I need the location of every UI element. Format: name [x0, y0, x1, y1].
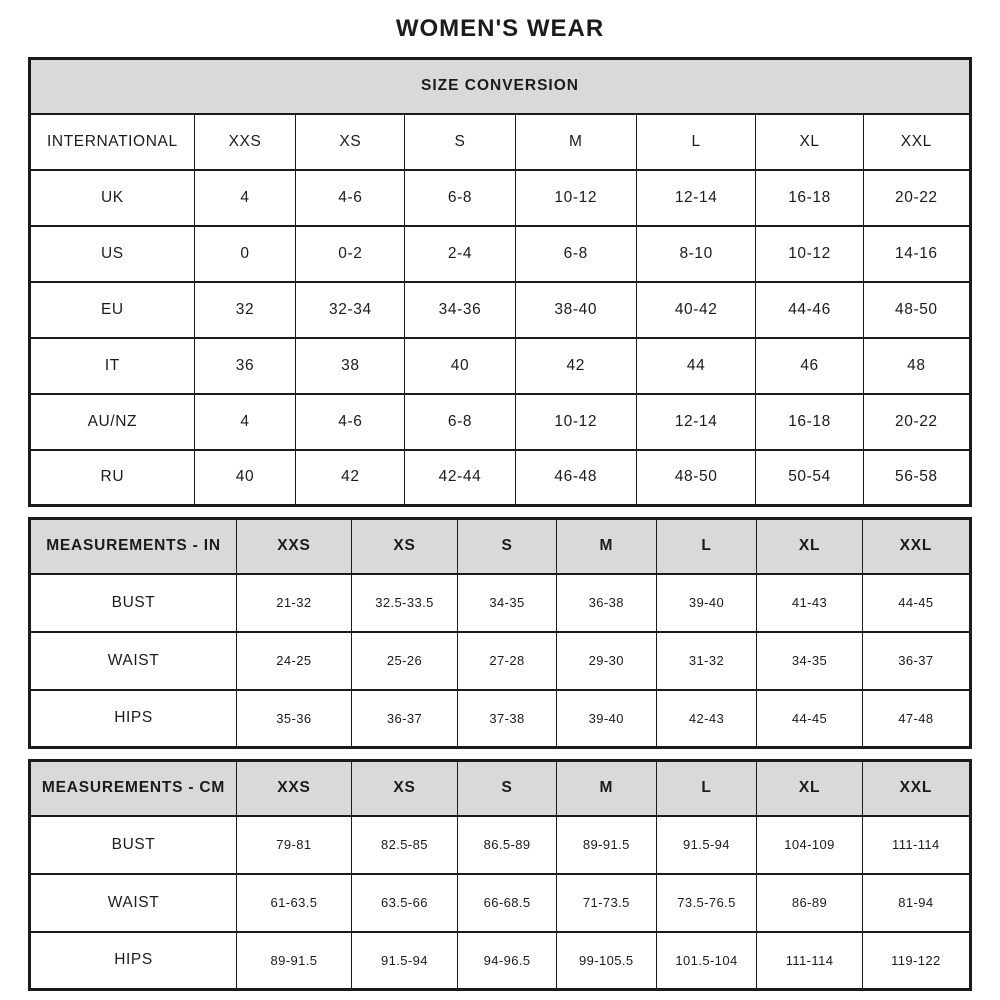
measurements-in-column-header: S [458, 519, 557, 574]
table-gap [28, 507, 972, 517]
value-cell: 40-42 [636, 282, 756, 338]
measurements-cm-row-label: HIPS [30, 932, 237, 990]
value-cell: 34-35 [458, 574, 557, 632]
value-cell: 47-48 [862, 690, 970, 748]
value-cell: 91.5-94 [351, 932, 457, 990]
value-cell: 66-68.5 [458, 874, 557, 932]
size-conversion-column-header: XXL [863, 114, 970, 170]
value-cell: 2-4 [405, 226, 515, 282]
size-conversion-column-header: M [515, 114, 636, 170]
measurements-cm-header-row [30, 761, 971, 816]
value-cell: 48 [863, 338, 970, 394]
value-cell: 35-36 [237, 690, 352, 748]
value-cell: 119-122 [862, 932, 970, 990]
size-conversion-column-header: XS [296, 114, 405, 170]
size-conversion-row-label: EU [30, 282, 195, 338]
value-cell: 86-89 [757, 874, 862, 932]
value-cell: 38-40 [515, 282, 636, 338]
table-row [30, 690, 971, 748]
measurements-in-column-header: XXL [862, 519, 970, 574]
table-gap [28, 749, 972, 759]
value-cell: 32-34 [296, 282, 405, 338]
value-cell: 42 [515, 338, 636, 394]
value-cell: 44-46 [756, 282, 863, 338]
value-cell: 73.5-76.5 [656, 874, 757, 932]
value-cell: 48-50 [863, 282, 970, 338]
measurements-cm-column-header: XXL [862, 761, 970, 816]
size-conversion-column-header: L [636, 114, 756, 170]
measurements-in-column-header: XS [351, 519, 457, 574]
page-title: WOMEN'S WEAR [395, 15, 605, 42]
size-conversion-row-label: US [30, 226, 195, 282]
value-cell: 39-40 [556, 690, 656, 748]
value-cell: 6-8 [405, 170, 515, 226]
value-cell: 39-40 [656, 574, 757, 632]
measurements-in-row-label: BUST [30, 574, 237, 632]
measurements-cm-column-header: XXS [237, 761, 352, 816]
measurements-in-column-header: M [556, 519, 656, 574]
value-cell: 46 [756, 338, 863, 394]
value-cell: 40 [194, 450, 296, 506]
value-cell: 38 [296, 338, 405, 394]
measurements-cm-column-header: MEASUREMENTS - CM [30, 761, 237, 816]
value-cell: 36-37 [351, 690, 457, 748]
table-row [30, 170, 971, 226]
value-cell: 36-37 [862, 632, 970, 690]
value-cell: 34-36 [405, 282, 515, 338]
value-cell: 81-94 [862, 874, 970, 932]
value-cell: 89-91.5 [237, 932, 352, 990]
table-row [30, 226, 971, 282]
value-cell: 42 [296, 450, 405, 506]
table-row [30, 450, 971, 506]
value-cell: 29-30 [556, 632, 656, 690]
value-cell: 32 [194, 282, 296, 338]
measurements-in-column-header: XL [757, 519, 862, 574]
value-cell: 91.5-94 [656, 816, 757, 874]
value-cell: 48-50 [636, 450, 756, 506]
value-cell: 12-14 [636, 394, 756, 450]
value-cell: 44-45 [757, 690, 862, 748]
value-cell: 63.5-66 [351, 874, 457, 932]
table-row [30, 338, 971, 394]
value-cell: 42-43 [656, 690, 757, 748]
value-cell: 6-8 [405, 394, 515, 450]
measurements-cm-column-header: XS [351, 761, 457, 816]
table-row [30, 932, 971, 990]
table-row [30, 574, 971, 632]
size-conversion-table [28, 57, 972, 507]
value-cell: 79-81 [237, 816, 352, 874]
value-cell: 21-32 [237, 574, 352, 632]
value-cell: 36 [194, 338, 296, 394]
size-conversion-row-label: UK [30, 170, 195, 226]
value-cell: 40 [405, 338, 515, 394]
value-cell: 6-8 [515, 226, 636, 282]
value-cell: 34-35 [757, 632, 862, 690]
value-cell: 24-25 [237, 632, 352, 690]
size-conversion-row-label: AU/NZ [30, 394, 195, 450]
value-cell: 31-32 [656, 632, 757, 690]
measurements-in-column-header: L [656, 519, 757, 574]
measurements-in-header-row [30, 519, 971, 574]
size-conversion-row-label: IT [30, 338, 195, 394]
value-cell: 4 [194, 394, 296, 450]
size-conversion-column-header: XXS [194, 114, 296, 170]
value-cell: 20-22 [863, 394, 970, 450]
size-conversion-row-label: RU [30, 450, 195, 506]
value-cell: 12-14 [636, 170, 756, 226]
measurements-in-column-header: MEASUREMENTS - IN [30, 519, 237, 574]
value-cell: 111-114 [757, 932, 862, 990]
value-cell: 61-63.5 [237, 874, 352, 932]
value-cell: 10-12 [515, 394, 636, 450]
value-cell: 4 [194, 170, 296, 226]
value-cell: 44 [636, 338, 756, 394]
measurements-in-column-header: XXS [237, 519, 352, 574]
measurements-in-row-label: WAIST [30, 632, 237, 690]
value-cell: 4-6 [296, 394, 405, 450]
value-cell: 82.5-85 [351, 816, 457, 874]
measurements-cm-column-header: M [556, 761, 656, 816]
value-cell: 56-58 [863, 450, 970, 506]
value-cell: 46-48 [515, 450, 636, 506]
value-cell: 89-91.5 [556, 816, 656, 874]
value-cell: 4-6 [296, 170, 405, 226]
measurements-cm-column-header: S [458, 761, 557, 816]
value-cell: 41-43 [757, 574, 862, 632]
measurements-cm-table [28, 759, 972, 991]
size-conversion-column-header: XL [756, 114, 863, 170]
value-cell: 101.5-104 [656, 932, 757, 990]
value-cell: 16-18 [756, 394, 863, 450]
measurements-cm-column-header: XL [757, 761, 862, 816]
measurements-in-row-label: HIPS [30, 690, 237, 748]
table-row [30, 394, 971, 450]
value-cell: 32.5-33.5 [351, 574, 457, 632]
size-conversion-banner-title: SIZE CONVERSION [30, 59, 971, 114]
size-conversion-banner-row [30, 59, 971, 114]
measurements-in-table [28, 517, 972, 749]
measurements-cm-row-label: BUST [30, 816, 237, 874]
table-row [30, 282, 971, 338]
value-cell: 36-38 [556, 574, 656, 632]
value-cell: 0-2 [296, 226, 405, 282]
value-cell: 86.5-89 [458, 816, 557, 874]
value-cell: 8-10 [636, 226, 756, 282]
value-cell: 10-12 [515, 170, 636, 226]
value-cell: 44-45 [862, 574, 970, 632]
value-cell: 0 [194, 226, 296, 282]
value-cell: 16-18 [756, 170, 863, 226]
measurements-cm-row-label: WAIST [30, 874, 237, 932]
value-cell: 71-73.5 [556, 874, 656, 932]
measurements-cm-column-header: L [656, 761, 757, 816]
value-cell: 25-26 [351, 632, 457, 690]
value-cell: 14-16 [863, 226, 970, 282]
size-conversion-header-row [30, 114, 971, 170]
value-cell: 94-96.5 [458, 932, 557, 990]
value-cell: 50-54 [756, 450, 863, 506]
value-cell: 104-109 [757, 816, 862, 874]
table-row [30, 632, 971, 690]
value-cell: 111-114 [862, 816, 970, 874]
table-row [30, 816, 971, 874]
value-cell: 42-44 [405, 450, 515, 506]
value-cell: 10-12 [756, 226, 863, 282]
value-cell: 37-38 [458, 690, 557, 748]
value-cell: 27-28 [458, 632, 557, 690]
value-cell: 99-105.5 [556, 932, 656, 990]
value-cell: 20-22 [863, 170, 970, 226]
table-row [30, 874, 971, 932]
size-conversion-column-header: INTERNATIONAL [30, 114, 195, 170]
size-conversion-column-header: S [405, 114, 515, 170]
